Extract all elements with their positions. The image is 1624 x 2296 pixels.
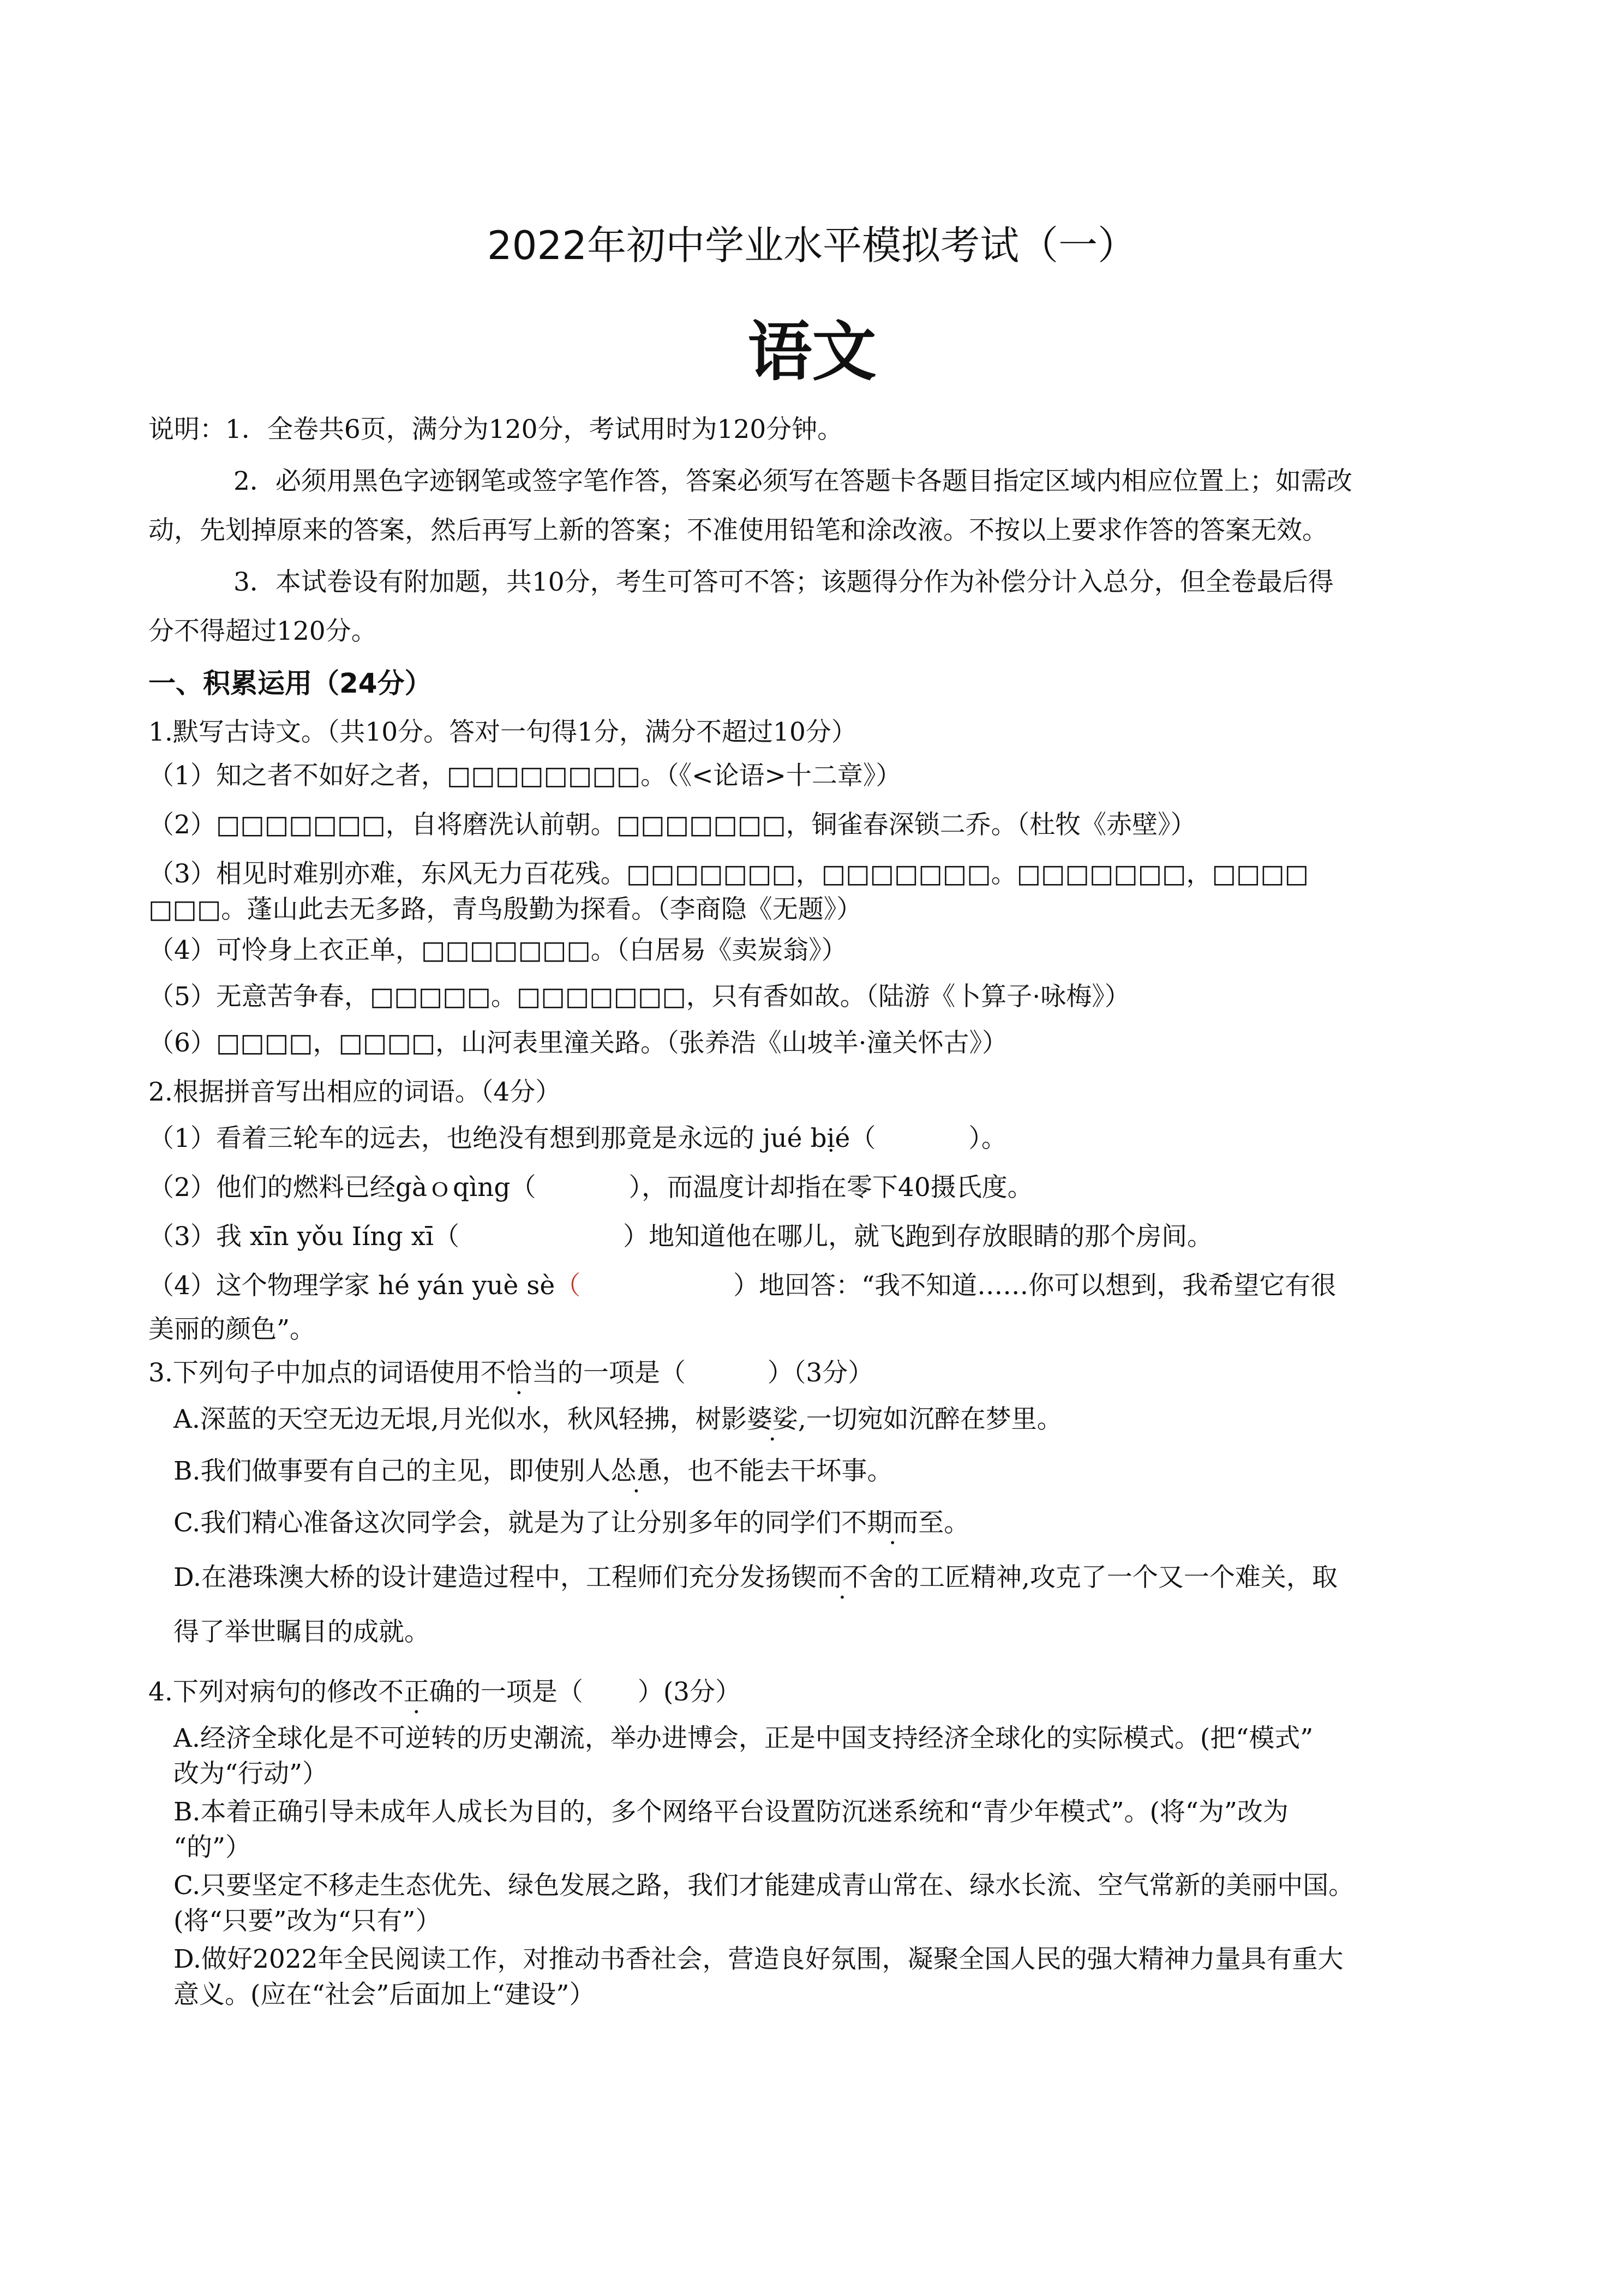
note-1: 说明：1．全卷共6页，满分为120分，考试用时为120分钟。 bbox=[148, 414, 843, 444]
q2-item-4-end: ）地回答：“我不知道……你可以想到，我希望它有很 bbox=[733, 1271, 1337, 1301]
q3-option-c bbox=[173, 1508, 1624, 1538]
q4-stem-text: 4.下列对病句的修改 bbox=[148, 1677, 378, 1707]
q3-option-d-cont: 得了举世瞩目的成就。 bbox=[173, 1617, 430, 1647]
exam-title: 2022年初中学业水平模拟考试（一） bbox=[487, 223, 1137, 268]
section-heading: 一、积累运用（24分） bbox=[148, 668, 432, 699]
q2-item-4-text: （4）这个物理学家 hé yán yuè sè bbox=[148, 1271, 555, 1301]
q3-d-end: 的工匠精神,攻克了一个又一个难关，取 bbox=[893, 1562, 1338, 1592]
q2-item-2-text: （2）他们的燃料已经gàｏqìng（ bbox=[148, 1173, 536, 1203]
q3-b-text: B.我们做事要有自己的主见，即使别人 bbox=[173, 1456, 611, 1486]
q3-b-dotted: 怂恿 bbox=[610, 1456, 662, 1486]
q2-item-2 bbox=[148, 1173, 1624, 1203]
q3-stem-text: 3.下列句子中加点的词语使用 bbox=[148, 1358, 481, 1388]
q2-item-1 bbox=[148, 1123, 1624, 1154]
note-2-cont: 动，先划掉原来的答案，然后再写上新的答案；不准使用铅笔和涂改液。不按以上要求作答的答案无效。 bbox=[148, 515, 1328, 545]
q3-emphasis: 不恰当 bbox=[480, 1358, 558, 1388]
q4-option-d-cont: 意义。(应在“社会”后面加上“建设”） bbox=[173, 1980, 595, 2010]
q2-item-3 bbox=[148, 1222, 1624, 1252]
note-2: 2．必须用黑色字迹钢笔或签字笔作答，答案必须写在答题卡各题目指定区域内相应位置上；如需改 bbox=[233, 466, 1352, 496]
q3-c-text: C.我们精心准备这次同学会，就是为了让分别多年的同学们 bbox=[173, 1508, 842, 1538]
q3-option-d bbox=[173, 1562, 1624, 1593]
q1-stem: 1.默写古诗文。（共10分。答对一句得1分，满分不超过10分） bbox=[148, 717, 857, 747]
q3-score: ）（3分） bbox=[767, 1358, 874, 1388]
q3-a-text: A.深蓝的天空无边无垠,月光似水，秋风轻拂，树影 bbox=[173, 1404, 747, 1434]
q3-a-dotted: 婆娑 bbox=[746, 1404, 798, 1434]
q4-option-b: B.本着正确引导未成年人成长为目的，多个网络平台设置防沉迷系统和“青少年模式”。(将“为”改为 bbox=[173, 1797, 1289, 1827]
q2-item-1-text: （1）看着三轮车的远去，也绝没有想到那竟是永远的 jué bịé（ bbox=[148, 1123, 876, 1153]
q3-stem-mid: 的一项是（ bbox=[557, 1358, 686, 1388]
q2-item-4 bbox=[148, 1271, 1624, 1301]
q1-item-1: （1）知之者不如好之者，□□□□□□□□。（《<论语>十二章》） bbox=[148, 761, 902, 791]
q4-score: ）(3分） bbox=[637, 1677, 741, 1707]
q2-item-2-end: ），而温度计却指在零下40摄氏度。 bbox=[628, 1173, 1033, 1203]
q3-option-b bbox=[173, 1456, 1624, 1487]
q2-item-1-end: ）。 bbox=[968, 1123, 1007, 1153]
q3-c-dotted: 不期而至 bbox=[841, 1508, 944, 1538]
q4-option-c-cont: (将“只要”改为“只有”） bbox=[173, 1906, 441, 1936]
q4-stem bbox=[148, 1677, 1624, 1708]
q2-stem: 2.根据拼音写出相应的词语。（4分） bbox=[148, 1077, 561, 1107]
q1-item-6: （6）□□□□，□□□□，山河表里潼关路。（张养浩《山坡羊·潼关怀古》） bbox=[148, 1028, 1008, 1058]
q3-d-dotted: 锲而不舍 bbox=[790, 1562, 894, 1592]
q4-option-a: A.经济全球化是不可逆转的历史潮流，举办进博会，正是中国支持经济全球化的实际模式。(把“模式” bbox=[173, 1723, 1314, 1753]
q4-option-d: D.做好2022年全民阅读工作，对推动书香社会，营造良好氛围，凝聚全国人民的强大精神力量具有重大 bbox=[173, 1944, 1344, 1974]
q4-emphasis: 不正确 bbox=[377, 1677, 455, 1707]
q1-item-4: （4）可怜身上衣正单，□□□□□□□。（白居易《卖炭翁》） bbox=[148, 935, 847, 965]
subject-title: 语文 bbox=[747, 314, 877, 389]
q4-stem-mid: 的一项是（ bbox=[454, 1677, 583, 1707]
q1-item-2: （2）□□□□□□□，自将磨洗认前朝。□□□□□□□，铜雀春深锁二乔。（杜牧《赤壁》） bbox=[148, 810, 1196, 840]
q1-item-3: （3）相见时难别亦难，东风无力百花残。□□□□□□□，□□□□□□□。□□□□□□□，□□□□ bbox=[148, 859, 1309, 889]
q3-stem bbox=[148, 1358, 1624, 1389]
q3-c-end: 。 bbox=[944, 1508, 970, 1538]
q4-option-c: C.只要坚定不移走生态优先、绿色发展之路，我们才能建成青山常在、绿水长流、空气常新的美丽中国。 bbox=[173, 1871, 1355, 1901]
q2-item-4-cont: 美丽的颜色”。 bbox=[148, 1314, 316, 1344]
q1-item-3-cont: □□□。蓬山此去无多路，青鸟殷勤为探看。（李商隐《无题》） bbox=[148, 894, 862, 924]
q3-b-end: ，也不能去干坏事。 bbox=[662, 1456, 893, 1486]
note-3: 3．本试卷设有附加题，共10分，考生可答可不答；该题得分作为补偿分计入总分，但全卷最后得 bbox=[233, 567, 1334, 597]
q3-d-text: D.在港珠澳大桥的设计建造过程中，工程师们充分发扬 bbox=[173, 1562, 791, 1592]
q3-option-a bbox=[173, 1404, 1624, 1435]
q1-item-5: （5）无意苦争春，□□□□□。□□□□□□□，只有香如故。（陆游《卜算子·咏梅》） bbox=[148, 982, 1130, 1012]
q2-item-3-text: （3）我 xīn yǒu Iíng xī（ bbox=[148, 1222, 460, 1252]
q3-a-end: ,一切宛如沉醉在梦里。 bbox=[798, 1404, 1063, 1434]
q4-option-b-cont: “的”） bbox=[173, 1832, 251, 1862]
q2-item-4-paren: （ bbox=[555, 1271, 581, 1301]
note-3-cont: 分不得超过120分。 bbox=[148, 616, 377, 646]
q2-item-3-end: ）地知道他在哪儿，就飞跑到存放眼睛的那个房间。 bbox=[623, 1222, 1213, 1252]
q4-option-a-cont: 改为“行动”） bbox=[173, 1759, 328, 1789]
